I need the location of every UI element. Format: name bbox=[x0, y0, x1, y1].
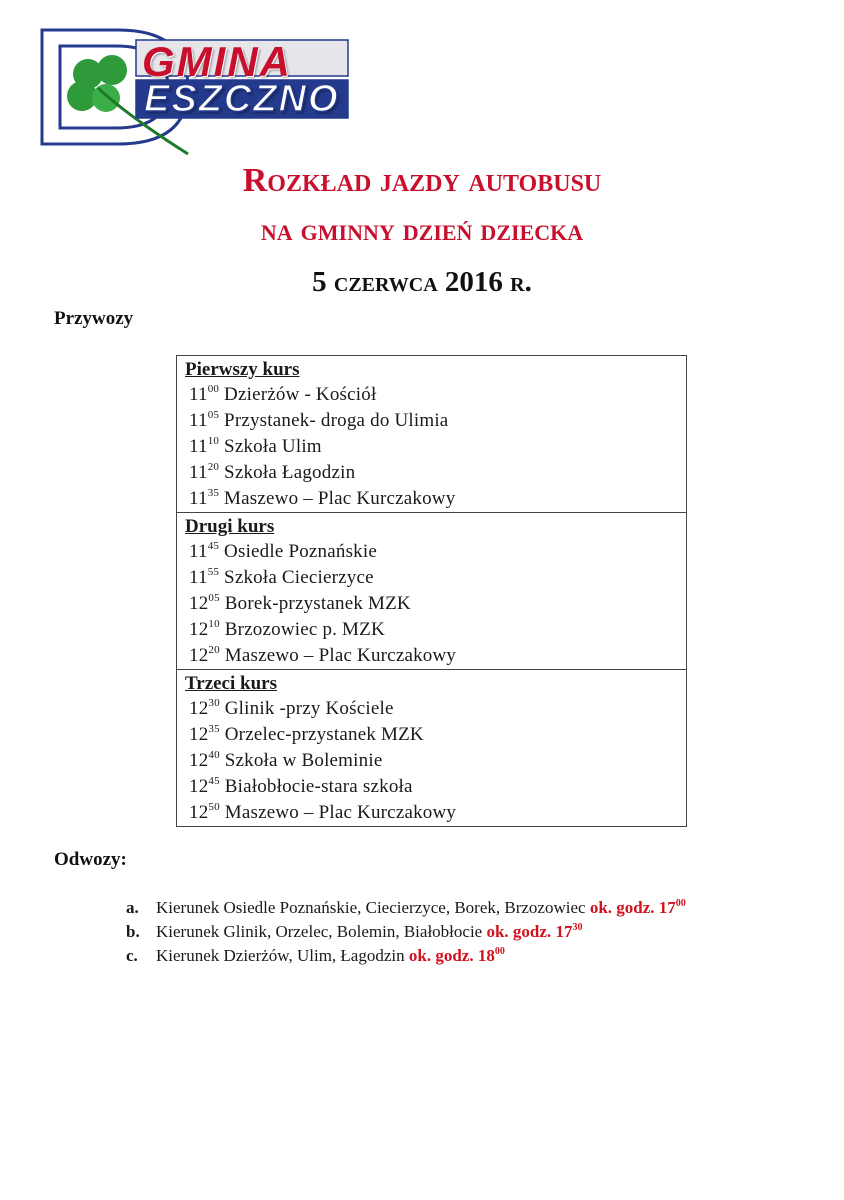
title-line-1: Rozkład jazdy autobusu bbox=[242, 162, 602, 199]
return-time bbox=[409, 946, 505, 965]
return-text: Kierunek Glinik, Orzelec, Bolemin, Białobłocie bbox=[156, 922, 487, 941]
stop-hour: 12 bbox=[189, 645, 209, 666]
stop-minute: 55 bbox=[207, 566, 220, 578]
return-marker: c. bbox=[126, 946, 138, 965]
stop-name: Szkoła w Boleminie bbox=[219, 750, 383, 771]
return-time bbox=[590, 898, 686, 917]
stop-row bbox=[185, 696, 686, 722]
stop-minute: 35 bbox=[208, 723, 220, 735]
run-title: Drugi kurs bbox=[185, 516, 275, 537]
stop-name: Glinik -przy Kościele bbox=[219, 698, 394, 719]
stop-row bbox=[185, 486, 686, 512]
stop-name: Maszewo – Plac Kurczakowy bbox=[219, 802, 457, 823]
run-title: Trzeci kurs bbox=[185, 673, 277, 694]
stop-name: Białobłocie-stara szkoła bbox=[219, 776, 413, 797]
stop-minute: 45 bbox=[208, 775, 220, 787]
logo-text-gmina: GMINA bbox=[142, 38, 292, 85]
stop-hour: 12 bbox=[189, 750, 209, 771]
return-item bbox=[126, 944, 806, 968]
stop-minute: 20 bbox=[207, 461, 220, 473]
stop-minute: 10 bbox=[207, 435, 220, 447]
stop-row bbox=[185, 434, 686, 460]
stop-minute: 40 bbox=[208, 749, 220, 761]
return-item bbox=[126, 920, 806, 944]
stop-name: Maszewo – Plac Kurczakowy bbox=[219, 488, 456, 509]
stop-hour: 11 bbox=[189, 462, 208, 483]
stop-name: Osiedle Poznańskie bbox=[219, 541, 377, 562]
stop-name: Szkoła Łagodzin bbox=[219, 462, 356, 483]
schedule-table bbox=[176, 355, 687, 827]
stop-row bbox=[185, 617, 686, 643]
stop-name: Maszewo – Plac Kurczakowy bbox=[219, 645, 457, 666]
stop-minute: 05 bbox=[208, 592, 220, 604]
stop-row bbox=[185, 643, 686, 669]
stop-row bbox=[185, 774, 686, 800]
return-hour: 17 bbox=[658, 898, 676, 917]
stop-hour: 11 bbox=[189, 436, 208, 457]
stop-row bbox=[185, 539, 686, 565]
stop-row bbox=[185, 408, 686, 434]
stop-name: Szkoła Ciecierzyce bbox=[219, 567, 374, 588]
run-block bbox=[177, 670, 686, 826]
stop-hour: 11 bbox=[189, 488, 208, 509]
stop-hour: 12 bbox=[189, 698, 209, 719]
return-item bbox=[126, 896, 806, 920]
stop-row bbox=[185, 565, 686, 591]
title-block bbox=[0, 160, 844, 302]
returns-label: Odwozy: bbox=[54, 849, 127, 870]
stop-name: Borek-przystanek MZK bbox=[219, 593, 411, 614]
stop-minute: 35 bbox=[207, 487, 220, 499]
stop-row bbox=[185, 722, 686, 748]
return-marker: b. bbox=[126, 922, 140, 941]
return-time bbox=[486, 922, 582, 941]
run-title: Pierwszy kurs bbox=[185, 359, 300, 380]
stop-minute: 50 bbox=[208, 801, 220, 813]
stop-hour: 11 bbox=[189, 410, 208, 431]
stop-hour: 12 bbox=[189, 802, 209, 823]
stop-row bbox=[185, 460, 686, 486]
title-line-2: na gminny dzień dziecka bbox=[260, 211, 584, 247]
return-hour: 18 bbox=[477, 946, 495, 965]
return-time-prefix: ok. godz. bbox=[486, 922, 556, 941]
return-marker: a. bbox=[126, 898, 139, 917]
stop-hour: 12 bbox=[189, 724, 209, 745]
stop-hour: 12 bbox=[189, 776, 209, 797]
return-time-prefix: ok. godz. bbox=[589, 898, 659, 917]
return-hour: 17 bbox=[555, 922, 573, 941]
stop-row bbox=[185, 382, 686, 408]
stop-hour: 11 bbox=[189, 567, 208, 588]
stop-name: Brzozowiec p. MZK bbox=[219, 619, 385, 640]
return-time-prefix: ok. godz. bbox=[408, 946, 478, 965]
stop-minute: 30 bbox=[208, 697, 220, 709]
stop-name: Orzelec-przystanek MZK bbox=[219, 724, 424, 745]
stop-row bbox=[185, 748, 686, 774]
return-text: Kierunek Dzierżów, Ulim, Łagodzin bbox=[156, 946, 409, 965]
return-minute: 30 bbox=[572, 922, 583, 933]
return-text: Kierunek Osiedle Poznańskie, Ciecierzyce, Borek, Brzozowiec bbox=[156, 898, 590, 917]
stop-minute: 10 bbox=[208, 618, 220, 630]
run-block bbox=[177, 513, 686, 670]
stop-hour: 12 bbox=[189, 593, 209, 614]
run-block bbox=[177, 356, 686, 513]
stop-hour: 11 bbox=[189, 384, 208, 405]
logo-text-eszczno: ESZCZNO bbox=[144, 78, 340, 120]
stop-minute: 05 bbox=[207, 409, 220, 421]
return-minute: 00 bbox=[675, 898, 686, 909]
stop-hour: 12 bbox=[189, 619, 209, 640]
returns-list bbox=[126, 896, 806, 968]
gmina-logo bbox=[38, 26, 358, 156]
stop-name: Szkoła Ulim bbox=[219, 436, 322, 457]
stop-name: Dzierżów - Kościół bbox=[219, 384, 377, 405]
stop-row bbox=[185, 591, 686, 617]
stop-minute: 20 bbox=[208, 644, 220, 656]
return-minute: 00 bbox=[494, 946, 505, 957]
stop-hour: 11 bbox=[189, 541, 208, 562]
stop-minute: 45 bbox=[207, 540, 220, 552]
stop-name: Przystanek- droga do Ulimia bbox=[219, 410, 449, 431]
arrivals-label: Przywozy bbox=[54, 308, 134, 329]
title-date: 5 czerwca 2016 r. bbox=[312, 266, 532, 298]
stop-row bbox=[185, 800, 686, 826]
stop-minute: 00 bbox=[207, 383, 220, 395]
